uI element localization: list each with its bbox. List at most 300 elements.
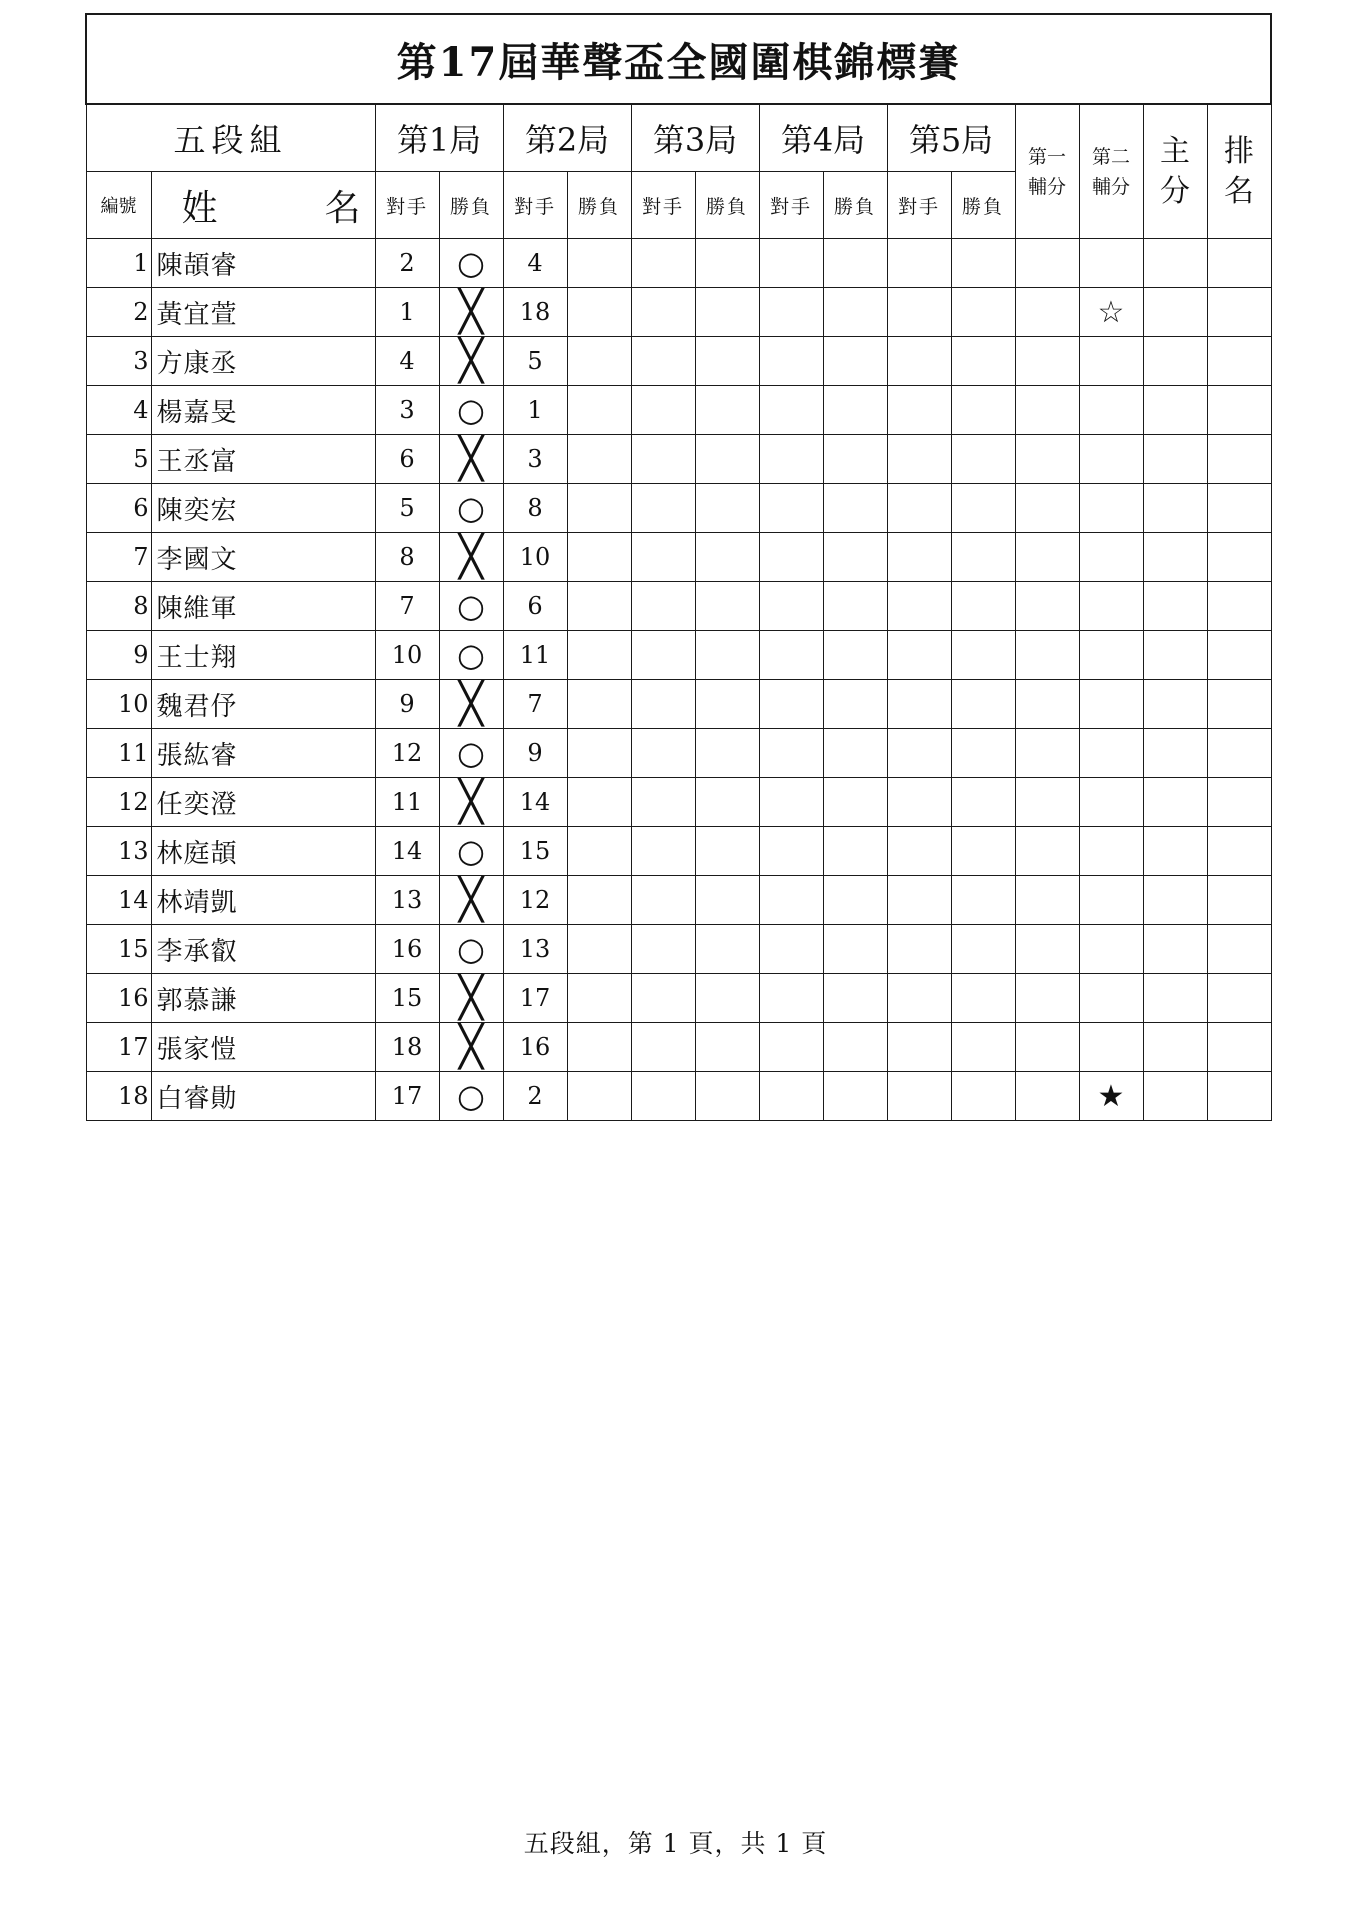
r2-opponent-cell: 4 bbox=[503, 239, 567, 288]
main-score-header-bottom: 分 bbox=[1160, 173, 1190, 209]
r1-opponent-cell: 10 bbox=[375, 631, 439, 680]
r5-result-cell bbox=[951, 729, 1015, 778]
table-row bbox=[86, 925, 1271, 974]
player-id: 5 bbox=[86, 435, 151, 484]
aux1-score-cell bbox=[1015, 484, 1079, 533]
r5-result-cell bbox=[951, 778, 1015, 827]
aux1-score-cell bbox=[1015, 729, 1079, 778]
player-id: 15 bbox=[86, 925, 151, 974]
name-header-left: 姓 bbox=[181, 187, 218, 229]
r2-opponent-cell: 8 bbox=[503, 484, 567, 533]
aux2-header-top: 第二 bbox=[1091, 145, 1130, 168]
rank-cell bbox=[1207, 680, 1271, 729]
r5-result-cell bbox=[951, 582, 1015, 631]
player-name: 白睿勛 bbox=[151, 1072, 375, 1121]
main-score-header-top: 主 bbox=[1160, 133, 1190, 169]
r2-result-cell bbox=[567, 925, 631, 974]
r3-result-cell bbox=[695, 337, 759, 386]
player-name: 任奕澄 bbox=[151, 778, 375, 827]
r2-result-header: 勝負 bbox=[567, 172, 631, 239]
aux2-score-cell bbox=[1079, 974, 1143, 1023]
r2-opponent-cell: 11 bbox=[503, 631, 567, 680]
aux2-score-cell bbox=[1079, 1023, 1143, 1072]
r1-result-cell: ○ bbox=[439, 631, 503, 680]
player-name: 方康丞 bbox=[151, 337, 375, 386]
rank-cell bbox=[1207, 974, 1271, 1023]
r5-opponent-cell bbox=[887, 1023, 951, 1072]
main-score-cell bbox=[1143, 484, 1207, 533]
main-score-cell bbox=[1143, 337, 1207, 386]
r1-opponent-cell: 18 bbox=[375, 1023, 439, 1072]
r3-opponent-cell bbox=[631, 1072, 695, 1121]
main-score-cell bbox=[1143, 827, 1207, 876]
r2-opponent-cell: 17 bbox=[503, 974, 567, 1023]
r4-result-cell bbox=[823, 239, 887, 288]
r4-result-cell bbox=[823, 582, 887, 631]
r5-result-cell bbox=[951, 1072, 1015, 1121]
r1-result-cell: ○ bbox=[439, 1072, 503, 1121]
r2-result-cell bbox=[567, 876, 631, 925]
r3-result-cell bbox=[695, 827, 759, 876]
r4-result-cell bbox=[823, 876, 887, 925]
main-score-cell bbox=[1143, 288, 1207, 337]
r4-result-cell bbox=[823, 778, 887, 827]
aux2-score-cell bbox=[1079, 827, 1143, 876]
r5-opponent-cell bbox=[887, 876, 951, 925]
r2-result-cell bbox=[567, 778, 631, 827]
r1-result-cell: ╳ bbox=[439, 435, 503, 484]
r1-result-cell: ○ bbox=[439, 729, 503, 778]
table-row bbox=[86, 1023, 1271, 1072]
table-row bbox=[86, 631, 1271, 680]
table-row bbox=[86, 876, 1271, 925]
r5-result-cell bbox=[951, 337, 1015, 386]
r5-opponent-cell bbox=[887, 925, 951, 974]
r4-result-cell bbox=[823, 288, 887, 337]
table-row bbox=[86, 386, 1271, 435]
r4-opponent-header: 對手 bbox=[759, 172, 823, 239]
page-title: 第17屆華聲盃全國圍棋錦標賽 bbox=[86, 14, 1271, 104]
aux1-score-cell bbox=[1015, 337, 1079, 386]
r5-opponent-cell bbox=[887, 582, 951, 631]
r2-opponent-cell: 18 bbox=[503, 288, 567, 337]
r4-opponent-cell bbox=[759, 288, 823, 337]
player-name: 王丞富 bbox=[151, 435, 375, 484]
r2-opponent-cell: 7 bbox=[503, 680, 567, 729]
table-row bbox=[86, 533, 1271, 582]
r1-opponent-cell: 9 bbox=[375, 680, 439, 729]
player-id: 11 bbox=[86, 729, 151, 778]
rank-cell bbox=[1207, 827, 1271, 876]
rank-cell bbox=[1207, 729, 1271, 778]
r1-result-cell: ○ bbox=[439, 582, 503, 631]
main-score-cell bbox=[1143, 533, 1207, 582]
player-id: 14 bbox=[86, 876, 151, 925]
player-name: 王士翔 bbox=[151, 631, 375, 680]
player-name: 楊嘉旻 bbox=[151, 386, 375, 435]
r2-opponent-cell: 5 bbox=[503, 337, 567, 386]
aux2-header bbox=[1079, 104, 1143, 239]
player-id: 8 bbox=[86, 582, 151, 631]
round-2-header: 第2局 bbox=[503, 104, 631, 172]
r1-result-cell: ○ bbox=[439, 925, 503, 974]
r5-opponent-cell bbox=[887, 484, 951, 533]
player-id: 9 bbox=[86, 631, 151, 680]
table-row bbox=[86, 288, 1271, 337]
r3-result-cell bbox=[695, 435, 759, 484]
r3-opponent-cell bbox=[631, 435, 695, 484]
aux1-score-cell bbox=[1015, 288, 1079, 337]
player-name: 張家愷 bbox=[151, 1023, 375, 1072]
aux1-score-cell bbox=[1015, 925, 1079, 974]
rank-cell bbox=[1207, 386, 1271, 435]
r4-opponent-cell bbox=[759, 435, 823, 484]
r1-result-cell: ╳ bbox=[439, 974, 503, 1023]
r4-result-cell bbox=[823, 1023, 887, 1072]
round-5-header: 第5局 bbox=[887, 104, 1015, 172]
r3-opponent-cell bbox=[631, 631, 695, 680]
aux1-score-cell bbox=[1015, 631, 1079, 680]
aux2-score-cell bbox=[1079, 876, 1143, 925]
aux1-score-cell bbox=[1015, 533, 1079, 582]
r4-opponent-cell bbox=[759, 484, 823, 533]
r3-opponent-cell bbox=[631, 533, 695, 582]
id-header: 編號 bbox=[86, 172, 151, 239]
player-rows bbox=[86, 239, 1271, 1121]
aux1-header-top: 第一 bbox=[1027, 145, 1066, 168]
r1-result-cell: ○ bbox=[439, 386, 503, 435]
r1-opponent-cell: 16 bbox=[375, 925, 439, 974]
r4-opponent-cell bbox=[759, 876, 823, 925]
r4-opponent-cell bbox=[759, 680, 823, 729]
main-score-cell bbox=[1143, 729, 1207, 778]
r5-opponent-cell bbox=[887, 288, 951, 337]
r2-opponent-cell: 13 bbox=[503, 925, 567, 974]
aux1-score-cell bbox=[1015, 680, 1079, 729]
r1-result-cell: ╳ bbox=[439, 876, 503, 925]
name-header bbox=[151, 172, 375, 239]
r3-opponent-cell bbox=[631, 386, 695, 435]
r1-result-cell: ╳ bbox=[439, 288, 503, 337]
rank-cell bbox=[1207, 533, 1271, 582]
player-name: 陳奕宏 bbox=[151, 484, 375, 533]
r2-opponent-cell: 3 bbox=[503, 435, 567, 484]
main-score-cell bbox=[1143, 631, 1207, 680]
r2-result-cell bbox=[567, 827, 631, 876]
rank-cell bbox=[1207, 876, 1271, 925]
r1-opponent-cell: 6 bbox=[375, 435, 439, 484]
player-id: 2 bbox=[86, 288, 151, 337]
aux2-score-cell bbox=[1079, 680, 1143, 729]
aux1-score-cell bbox=[1015, 239, 1079, 288]
r5-opponent-cell bbox=[887, 729, 951, 778]
r5-result-cell bbox=[951, 631, 1015, 680]
r4-opponent-cell bbox=[759, 582, 823, 631]
r2-opponent-cell: 2 bbox=[503, 1072, 567, 1121]
table-row bbox=[86, 778, 1271, 827]
aux1-header-bottom: 輔分 bbox=[1027, 175, 1066, 198]
player-name: 張紘睿 bbox=[151, 729, 375, 778]
r2-result-cell bbox=[567, 386, 631, 435]
r5-result-cell bbox=[951, 827, 1015, 876]
r2-result-cell bbox=[567, 974, 631, 1023]
aux2-score-cell bbox=[1079, 631, 1143, 680]
r2-opponent-cell: 1 bbox=[503, 386, 567, 435]
r2-result-cell bbox=[567, 435, 631, 484]
r4-result-cell bbox=[823, 533, 887, 582]
r1-result-cell: ╳ bbox=[439, 680, 503, 729]
aux1-score-cell bbox=[1015, 827, 1079, 876]
r4-opponent-cell bbox=[759, 337, 823, 386]
aux2-score-cell bbox=[1079, 582, 1143, 631]
r5-opponent-cell bbox=[887, 778, 951, 827]
player-id: 3 bbox=[86, 337, 151, 386]
aux2-score-cell bbox=[1079, 729, 1143, 778]
r3-opponent-cell bbox=[631, 680, 695, 729]
r3-result-cell bbox=[695, 1023, 759, 1072]
r1-opponent-cell: 5 bbox=[375, 484, 439, 533]
r1-result-cell: ╳ bbox=[439, 778, 503, 827]
r5-opponent-cell bbox=[887, 239, 951, 288]
player-id: 1 bbox=[86, 239, 151, 288]
player-id: 6 bbox=[86, 484, 151, 533]
r1-opponent-cell: 12 bbox=[375, 729, 439, 778]
r3-result-cell bbox=[695, 631, 759, 680]
player-name: 陳頡睿 bbox=[151, 239, 375, 288]
r4-result-cell bbox=[823, 386, 887, 435]
r2-result-cell bbox=[567, 1023, 631, 1072]
r3-opponent-cell bbox=[631, 827, 695, 876]
r5-opponent-cell bbox=[887, 435, 951, 484]
r1-result-cell: ╳ bbox=[439, 533, 503, 582]
aux1-header bbox=[1015, 104, 1079, 239]
player-id: 13 bbox=[86, 827, 151, 876]
aux2-score-cell bbox=[1079, 239, 1143, 288]
r5-opponent-cell bbox=[887, 827, 951, 876]
main-score-cell bbox=[1143, 435, 1207, 484]
table-row bbox=[86, 337, 1271, 386]
r1-result-cell: ○ bbox=[439, 484, 503, 533]
table-row bbox=[86, 680, 1271, 729]
r2-result-cell bbox=[567, 484, 631, 533]
r3-opponent-cell bbox=[631, 484, 695, 533]
score-sheet-table bbox=[85, 13, 1272, 1121]
main-score-cell bbox=[1143, 974, 1207, 1023]
aux1-score-cell bbox=[1015, 778, 1079, 827]
r2-opponent-header: 對手 bbox=[503, 172, 567, 239]
rank-cell bbox=[1207, 484, 1271, 533]
r2-opponent-cell: 10 bbox=[503, 533, 567, 582]
main-score-cell bbox=[1143, 778, 1207, 827]
aux2-score-cell bbox=[1079, 925, 1143, 974]
main-score-cell bbox=[1143, 1023, 1207, 1072]
r5-opponent-header: 對手 bbox=[887, 172, 951, 239]
r4-result-cell bbox=[823, 337, 887, 386]
aux2-score-cell: ☆ bbox=[1079, 288, 1143, 337]
r3-result-cell bbox=[695, 484, 759, 533]
aux2-score-cell bbox=[1079, 778, 1143, 827]
r4-opponent-cell bbox=[759, 974, 823, 1023]
r5-result-cell bbox=[951, 876, 1015, 925]
aux2-score-cell bbox=[1079, 533, 1143, 582]
r1-opponent-cell: 3 bbox=[375, 386, 439, 435]
r4-result-cell bbox=[823, 974, 887, 1023]
r4-opponent-cell bbox=[759, 631, 823, 680]
table-row bbox=[86, 435, 1271, 484]
player-id: 12 bbox=[86, 778, 151, 827]
table-row bbox=[86, 239, 1271, 288]
rank-header bbox=[1207, 104, 1271, 239]
r1-result-cell: ○ bbox=[439, 827, 503, 876]
r3-result-cell bbox=[695, 925, 759, 974]
r3-opponent-cell bbox=[631, 582, 695, 631]
r2-result-cell bbox=[567, 337, 631, 386]
r4-result-cell bbox=[823, 1072, 887, 1121]
r1-opponent-cell: 15 bbox=[375, 974, 439, 1023]
r5-opponent-cell bbox=[887, 337, 951, 386]
r1-result-cell: ╳ bbox=[439, 337, 503, 386]
r2-opponent-cell: 12 bbox=[503, 876, 567, 925]
r3-result-cell bbox=[695, 1072, 759, 1121]
rank-cell bbox=[1207, 435, 1271, 484]
r5-opponent-cell bbox=[887, 533, 951, 582]
r5-result-cell bbox=[951, 1023, 1015, 1072]
r3-result-cell bbox=[695, 876, 759, 925]
r3-result-cell bbox=[695, 974, 759, 1023]
r3-opponent-cell bbox=[631, 778, 695, 827]
r3-opponent-cell bbox=[631, 288, 695, 337]
rank-cell bbox=[1207, 925, 1271, 974]
r3-result-cell bbox=[695, 778, 759, 827]
player-name: 林庭頡 bbox=[151, 827, 375, 876]
main-score-cell bbox=[1143, 386, 1207, 435]
r1-result-cell: ○ bbox=[439, 239, 503, 288]
r3-opponent-cell bbox=[631, 729, 695, 778]
r2-opponent-cell: 14 bbox=[503, 778, 567, 827]
r3-result-cell bbox=[695, 533, 759, 582]
r2-result-cell bbox=[567, 288, 631, 337]
r4-opponent-cell bbox=[759, 1023, 823, 1072]
aux1-score-cell bbox=[1015, 386, 1079, 435]
group-label: 五段組 bbox=[86, 104, 375, 172]
r3-result-header: 勝負 bbox=[695, 172, 759, 239]
r5-opponent-cell bbox=[887, 680, 951, 729]
player-id: 4 bbox=[86, 386, 151, 435]
r1-result-cell: ╳ bbox=[439, 1023, 503, 1072]
r3-result-cell bbox=[695, 582, 759, 631]
r4-result-cell bbox=[823, 484, 887, 533]
r3-opponent-cell bbox=[631, 876, 695, 925]
r1-opponent-cell: 13 bbox=[375, 876, 439, 925]
rank-cell bbox=[1207, 288, 1271, 337]
player-id: 17 bbox=[86, 1023, 151, 1072]
main-score-cell bbox=[1143, 876, 1207, 925]
r5-result-cell bbox=[951, 925, 1015, 974]
r2-result-cell bbox=[567, 582, 631, 631]
player-id: 10 bbox=[86, 680, 151, 729]
r1-opponent-cell: 8 bbox=[375, 533, 439, 582]
r5-result-cell bbox=[951, 533, 1015, 582]
r4-result-cell bbox=[823, 435, 887, 484]
r4-result-cell bbox=[823, 631, 887, 680]
table-row bbox=[86, 827, 1271, 876]
r1-opponent-cell: 14 bbox=[375, 827, 439, 876]
r5-opponent-cell bbox=[887, 1072, 951, 1121]
rank-cell bbox=[1207, 1072, 1271, 1121]
r2-result-cell bbox=[567, 239, 631, 288]
r5-result-cell bbox=[951, 974, 1015, 1023]
main-score-cell bbox=[1143, 925, 1207, 974]
r3-opponent-cell bbox=[631, 925, 695, 974]
r4-opponent-cell bbox=[759, 1072, 823, 1121]
aux2-header-bottom: 輔分 bbox=[1091, 175, 1130, 198]
r4-result-cell bbox=[823, 680, 887, 729]
table-row bbox=[86, 729, 1271, 778]
rank-header-top: 排 bbox=[1224, 133, 1254, 169]
r5-opponent-cell bbox=[887, 974, 951, 1023]
r1-opponent-cell: 11 bbox=[375, 778, 439, 827]
aux2-score-cell bbox=[1079, 337, 1143, 386]
r2-opponent-cell: 16 bbox=[503, 1023, 567, 1072]
round-1-header: 第1局 bbox=[375, 104, 503, 172]
r1-opponent-cell: 7 bbox=[375, 582, 439, 631]
r3-opponent-cell bbox=[631, 337, 695, 386]
r2-opponent-cell: 15 bbox=[503, 827, 567, 876]
r2-result-cell bbox=[567, 533, 631, 582]
r4-opponent-cell bbox=[759, 827, 823, 876]
r5-result-cell bbox=[951, 680, 1015, 729]
aux1-score-cell bbox=[1015, 1072, 1079, 1121]
r5-result-cell bbox=[951, 435, 1015, 484]
rank-cell bbox=[1207, 337, 1271, 386]
rank-cell bbox=[1207, 631, 1271, 680]
aux2-score-cell bbox=[1079, 435, 1143, 484]
r2-result-cell bbox=[567, 680, 631, 729]
r2-opponent-cell: 9 bbox=[503, 729, 567, 778]
r2-result-cell bbox=[567, 1072, 631, 1121]
table-row bbox=[86, 484, 1271, 533]
r4-opponent-cell bbox=[759, 729, 823, 778]
r1-opponent-cell: 2 bbox=[375, 239, 439, 288]
r1-opponent-header: 對手 bbox=[375, 172, 439, 239]
player-name: 李承叡 bbox=[151, 925, 375, 974]
player-name: 林靖凱 bbox=[151, 876, 375, 925]
table-row bbox=[86, 582, 1271, 631]
rank-cell bbox=[1207, 582, 1271, 631]
r3-result-cell bbox=[695, 729, 759, 778]
r1-opponent-cell: 4 bbox=[375, 337, 439, 386]
aux1-score-cell bbox=[1015, 1023, 1079, 1072]
r3-result-cell bbox=[695, 680, 759, 729]
r3-result-cell bbox=[695, 239, 759, 288]
r3-result-cell bbox=[695, 288, 759, 337]
round-4-header: 第4局 bbox=[759, 104, 887, 172]
player-name: 李國文 bbox=[151, 533, 375, 582]
aux1-score-cell bbox=[1015, 974, 1079, 1023]
aux1-score-cell bbox=[1015, 582, 1079, 631]
r1-opponent-cell: 1 bbox=[375, 288, 439, 337]
r1-result-header: 勝負 bbox=[439, 172, 503, 239]
main-score-header bbox=[1143, 104, 1207, 239]
r4-result-cell bbox=[823, 925, 887, 974]
r4-result-cell bbox=[823, 827, 887, 876]
table-row bbox=[86, 1072, 1271, 1121]
r3-opponent-cell bbox=[631, 974, 695, 1023]
aux2-score-cell bbox=[1079, 484, 1143, 533]
player-id: 7 bbox=[86, 533, 151, 582]
rank-cell bbox=[1207, 778, 1271, 827]
r4-opponent-cell bbox=[759, 778, 823, 827]
